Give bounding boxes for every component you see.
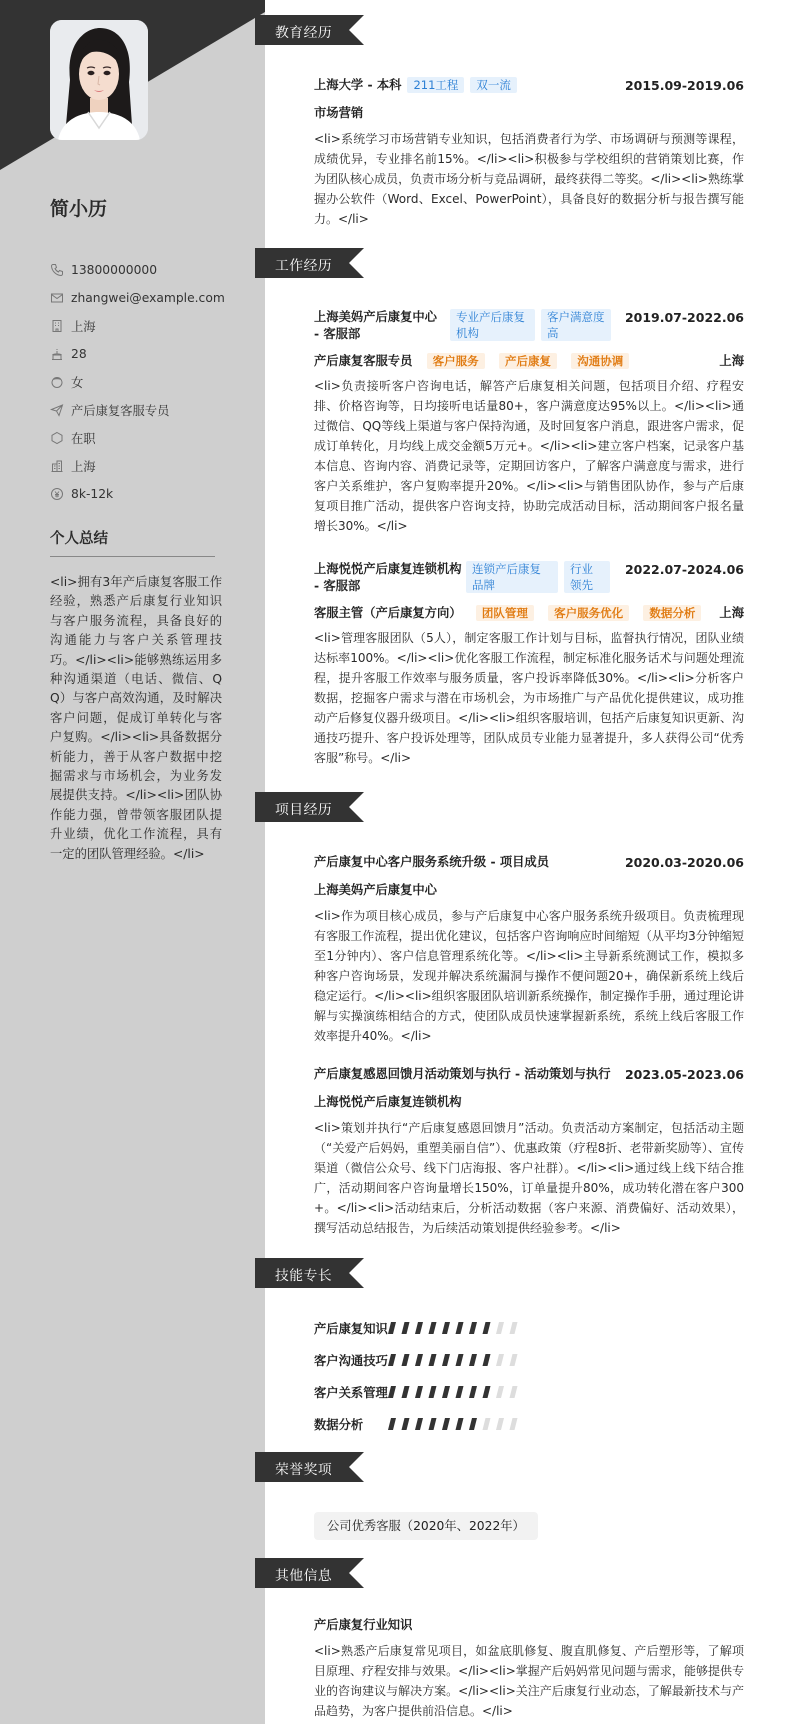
info-phone bbox=[50, 256, 250, 284]
school-tag: 211工程 bbox=[407, 77, 464, 93]
skill-segment-filled bbox=[388, 1354, 396, 1366]
skill-segment-filled bbox=[483, 1354, 491, 1366]
phone-icon bbox=[50, 263, 64, 277]
school-tag: 双一流 bbox=[470, 77, 517, 93]
skill-segment-filled bbox=[388, 1322, 396, 1334]
info-position bbox=[50, 396, 250, 424]
skill-segment-empty bbox=[496, 1354, 504, 1366]
school-name: 上海大学 - 本科 bbox=[314, 78, 402, 92]
skill-segment-filled bbox=[388, 1418, 396, 1430]
main-content bbox=[265, 0, 794, 1724]
skill-row bbox=[314, 1320, 528, 1336]
project-item bbox=[314, 1066, 744, 1238]
education-date: 2015.09-2019.06 bbox=[624, 78, 744, 93]
skill-segment-filled bbox=[402, 1418, 410, 1430]
section-title: 项目经历 bbox=[275, 802, 333, 818]
major: 市场营销 bbox=[314, 106, 364, 120]
role-tag: 客户服务优化 bbox=[548, 605, 629, 621]
skill-segment-empty bbox=[496, 1386, 504, 1398]
skill-segment-empty bbox=[510, 1354, 518, 1366]
skill-segment-filled bbox=[429, 1386, 437, 1398]
skill-segment-empty bbox=[483, 1418, 491, 1430]
role-line bbox=[314, 605, 744, 622]
skill-segment-empty bbox=[496, 1418, 504, 1430]
project-org: 上海美妈产后康复中心 bbox=[314, 883, 437, 897]
summary-text: <li>拥有3年产后康复客服工作经验，熟悉产后康复行业知识与客户服务流程，具备良好的沟通能力与客户关系管理技巧。</li><li>能够熟练运用多种沟通渠道（电话、微信、QQ）与客户高效沟通，及时解决客户问题，促成订单转化与客户复购。</li><li>具备数据分析能力，善于从客户数据中挖掘需求与市场机会，为业务发展提供支持。</li><li>团队协作能力强，曾带领客服团队提升业绩，优化工作流程，具有一定的团队管理经验。</li> bbox=[50, 575, 222, 861]
role-tag: 团队管理 bbox=[476, 605, 534, 621]
skill-segment-filled bbox=[456, 1418, 464, 1430]
project-title: 产后康复感恩回馈月活动策划与执行 - 活动策划与执行 bbox=[314, 1067, 611, 1081]
company-tag: 连锁产后康复品牌 bbox=[466, 561, 558, 593]
section-title: 其他信息 bbox=[275, 1568, 333, 1584]
skill-segment-filled bbox=[402, 1354, 410, 1366]
skill-segment-filled bbox=[402, 1386, 410, 1398]
education-item bbox=[314, 77, 744, 229]
age-icon bbox=[50, 347, 64, 361]
info-text: 上海 bbox=[71, 460, 96, 474]
role-tag: 客户服务 bbox=[427, 353, 485, 369]
role-line bbox=[314, 353, 744, 370]
skill-name: 数据分析 bbox=[314, 1418, 364, 1432]
salary-icon bbox=[50, 487, 64, 501]
section-header-projects bbox=[255, 792, 364, 822]
honor-badge: 公司优秀客服（2020年、2022年） bbox=[314, 1512, 538, 1540]
skill-segment-filled bbox=[469, 1418, 477, 1430]
skill-segment-filled bbox=[415, 1322, 423, 1334]
skill-bar-svg bbox=[388, 1354, 528, 1366]
info-gender bbox=[50, 368, 250, 396]
info-text: 8k-12k bbox=[71, 487, 114, 501]
work-desc: <li>负责接听客户咨询电话，解答产后康复相关问题，包括项目介绍、疗程安排、价格咨询等，日均接听电话量80+，客户满意度达95%以上。</li><li>通过微信、QQ等线上渠道与客户保持沟通，及时回复客户消息，跟进客户需求，促成订单转化，月均线上成交金额5万元+。</li><li>建立客户档案，记录客户基本信息、咨询内容、消费记录等，定期回访客户，了解客户满意度与需求，进行客户关系维护，客户复购率提升20%。</li><li>与销售团队协作，参与产后康复项目推广活动，提供客户咨询支持，协助完成活动目标，活动期间客户报名量增长30%。</li> bbox=[314, 379, 744, 533]
info-location bbox=[50, 312, 250, 340]
other-title: 产后康复行业知识 bbox=[314, 1618, 413, 1632]
section-title: 荣誉奖项 bbox=[275, 1462, 333, 1478]
info-text: 上海 bbox=[71, 320, 96, 334]
skill-bar-svg bbox=[388, 1386, 528, 1398]
skill-level-bar bbox=[388, 1418, 528, 1430]
work-date: 2022.07-2024.06 bbox=[624, 562, 744, 577]
skill-segment-filled bbox=[442, 1354, 450, 1366]
skill-segment-filled bbox=[442, 1322, 450, 1334]
skill-segment-filled bbox=[415, 1418, 423, 1430]
skill-segment-filled bbox=[456, 1354, 464, 1366]
skill-segment-filled bbox=[429, 1322, 437, 1334]
project-desc: <li>策划并执行“产后康复感恩回馈月”活动。负责活动方案制定，包括活动主题（“关爱产后妈妈，重塑美丽自信”）、优惠政策（疗程8折、老带新奖励等）、宣传渠道（微信公众号、线下门店海报、客户社群）。</li><li>通过线上线下结合推广，活动期间客户咨询量增长150%，订单量提升80%，成功转化潜在客户300+。</li><li>活动结束后，分析活动数据（客户来源、消费偏好、活动效果），撰写活动总结报告，为后续活动策划提供经验参考。</li> bbox=[314, 1121, 744, 1235]
info-salary bbox=[50, 480, 250, 508]
info-text: 13800000000 bbox=[71, 263, 158, 277]
skill-segment-filled bbox=[442, 1418, 450, 1430]
section-header-education bbox=[255, 15, 364, 45]
info-age bbox=[50, 340, 250, 368]
project-desc: <li>作为项目核心成员，参与产后康复中心客户服务系统升级项目。负责梳理现有客服工作流程，提出优化建议，包括客户咨询响应时间缩短（从平均3分钟缩短至1分钟内）、客户信息管理系统化等。</li><li>主导新系统测试工作，模拟多种客户咨询场景，发现并解决系统漏洞与操作不便问题20+，确保新系统上线后稳定运行。</li><li>组织客服团队培训新系统操作，制定操作手册，通过理论讲解与实操演练相结合的方式，使团队成员快速掌握新系统，系统上线后客服工作效率提升40%。</li> bbox=[314, 909, 744, 1043]
work-date: 2019.07-2022.06 bbox=[624, 310, 744, 325]
project-title: 产后康复中心客户服务系统升级 - 项目成员 bbox=[314, 855, 550, 869]
skill-name: 产后康复知识 bbox=[314, 1322, 388, 1336]
work-desc: <li>管理客服团队（5人），制定客服工作计划与目标，监督执行情况，团队业绩达标率100%。</li><li>优化客服工作流程，制定标准化服务话术与问题处理流程，提升客服工作效率与服务质量，客户投诉率降低30%。</li><li>分析客户数据，挖掘客户需求与潜在市场机会，为市场推广与产品优化提供建议，成功推动产后修复仪器升级项目。</li><li>组织客服培训，包括产后康复知识更新、沟通技巧提升、客户投诉处理等，团队成员专业能力显著提升，多人获得公司“优秀客服”称号。</li> bbox=[314, 631, 744, 765]
skill-bar-svg bbox=[388, 1322, 528, 1334]
company-tag: 专业产后康复机构 bbox=[450, 309, 535, 341]
project-date: 2023.05-2023.06 bbox=[624, 1067, 744, 1082]
status-icon bbox=[50, 431, 64, 445]
skill-level-bar bbox=[388, 1322, 528, 1334]
skill-segment-empty bbox=[496, 1322, 504, 1334]
other-desc: <li>熟悉产后康复常见项目，如盆底肌修复、腹直肌修复、产后塑形等，了解项目原理、疗程安排与效果。</li><li>掌握产后妈妈常见问题与需求，能够提供专业的咨询建议与解决方案。</li><li>关注产后康复行业动态，了解最新技术与产品趋势，为客户提供前沿信息。</li> bbox=[314, 1644, 744, 1718]
skill-row bbox=[314, 1416, 528, 1432]
divider bbox=[50, 556, 215, 557]
sidebar bbox=[0, 0, 265, 1724]
info-city bbox=[50, 452, 250, 480]
skill-segment-filled bbox=[415, 1354, 423, 1366]
info-status bbox=[50, 424, 250, 452]
role-tag: 数据分析 bbox=[643, 605, 701, 621]
info-email bbox=[50, 284, 250, 312]
skill-segment-filled bbox=[469, 1386, 477, 1398]
work-item bbox=[314, 561, 744, 768]
contact-info-list bbox=[50, 256, 250, 508]
other-item bbox=[314, 1617, 744, 1721]
skill-name: 客户关系管理 bbox=[314, 1386, 388, 1400]
section-header-other bbox=[255, 1558, 364, 1588]
resume-name: 简小历 bbox=[50, 198, 108, 220]
city-icon bbox=[50, 459, 64, 473]
role-tag: 沟通协调 bbox=[571, 353, 629, 369]
role-title: 客服主管（产后康复方向） bbox=[314, 606, 462, 620]
work-location: 上海 bbox=[719, 606, 744, 620]
skill-level-bar bbox=[388, 1386, 528, 1398]
skill-row bbox=[314, 1384, 528, 1400]
mail-icon bbox=[50, 291, 64, 305]
send-icon bbox=[50, 403, 64, 417]
section-header-honors bbox=[255, 1452, 364, 1482]
skill-row bbox=[314, 1352, 528, 1368]
skill-segment-filled bbox=[402, 1322, 410, 1334]
skill-segment-filled bbox=[483, 1386, 491, 1398]
skill-segment-filled bbox=[415, 1386, 423, 1398]
project-item bbox=[314, 854, 744, 1046]
avatar bbox=[50, 20, 148, 140]
work-item bbox=[314, 309, 744, 536]
building-icon bbox=[50, 319, 64, 333]
section-header-work bbox=[255, 248, 364, 278]
skill-segment-empty bbox=[510, 1418, 518, 1430]
skill-segment-filled bbox=[469, 1322, 477, 1334]
section-title: 技能专长 bbox=[275, 1268, 333, 1284]
info-text: 在职 bbox=[71, 432, 96, 446]
skill-segment-filled bbox=[469, 1354, 477, 1366]
work-location: 上海 bbox=[719, 354, 744, 368]
skill-segment-filled bbox=[456, 1386, 464, 1398]
section-title: 工作经历 bbox=[275, 258, 333, 274]
info-text: 28 bbox=[71, 347, 87, 361]
skill-level-bar bbox=[388, 1354, 528, 1366]
skill-segment-empty bbox=[510, 1386, 518, 1398]
info-text: 女 bbox=[71, 376, 84, 390]
skill-segment-filled bbox=[429, 1418, 437, 1430]
info-text: 产后康复客服专员 bbox=[71, 404, 170, 418]
project-date: 2020.03-2020.06 bbox=[624, 855, 744, 870]
role-tag: 产后康复 bbox=[499, 353, 557, 369]
company-name: 上海悦悦产后康复连锁机构 - 客服部 bbox=[314, 562, 462, 593]
company-tag: 行业领先 bbox=[564, 561, 610, 593]
skill-name: 客户沟通技巧 bbox=[314, 1354, 388, 1368]
role-title: 产后康复客服专员 bbox=[314, 354, 413, 368]
skill-segment-filled bbox=[456, 1322, 464, 1334]
skill-bar-svg bbox=[388, 1418, 528, 1430]
skill-segment-filled bbox=[442, 1386, 450, 1398]
project-org: 上海悦悦产后康复连锁机构 bbox=[314, 1095, 462, 1109]
education-desc: <li>系统学习市场营销专业知识，包括消费者行为学、市场调研与预测等课程，成绩优异，专业排名前15%。</li><li>积极参与学校组织的营销策划比赛，作为团队核心成员，负责市场分析与竞品调研，最终获得二等奖。</li><li>熟练掌握办公软件（Word、Excel、PowerPoint），具备良好的数据分析与报告撰写能力。</li> bbox=[314, 132, 744, 226]
skill-segment-filled bbox=[429, 1354, 437, 1366]
skill-segment-filled bbox=[483, 1322, 491, 1334]
info-text: zhangwei@example.com bbox=[71, 291, 225, 305]
company-name: 上海美妈产后康复中心 - 客服部 bbox=[314, 310, 437, 341]
skill-segment-filled bbox=[388, 1386, 396, 1398]
section-header-skills bbox=[255, 1258, 364, 1288]
company-tag: 客户满意度高 bbox=[541, 309, 611, 341]
section-title: 教育经历 bbox=[275, 25, 333, 41]
skill-segment-empty bbox=[510, 1322, 518, 1334]
gender-icon bbox=[50, 375, 64, 389]
summary-title: 个人总结 bbox=[50, 531, 108, 547]
